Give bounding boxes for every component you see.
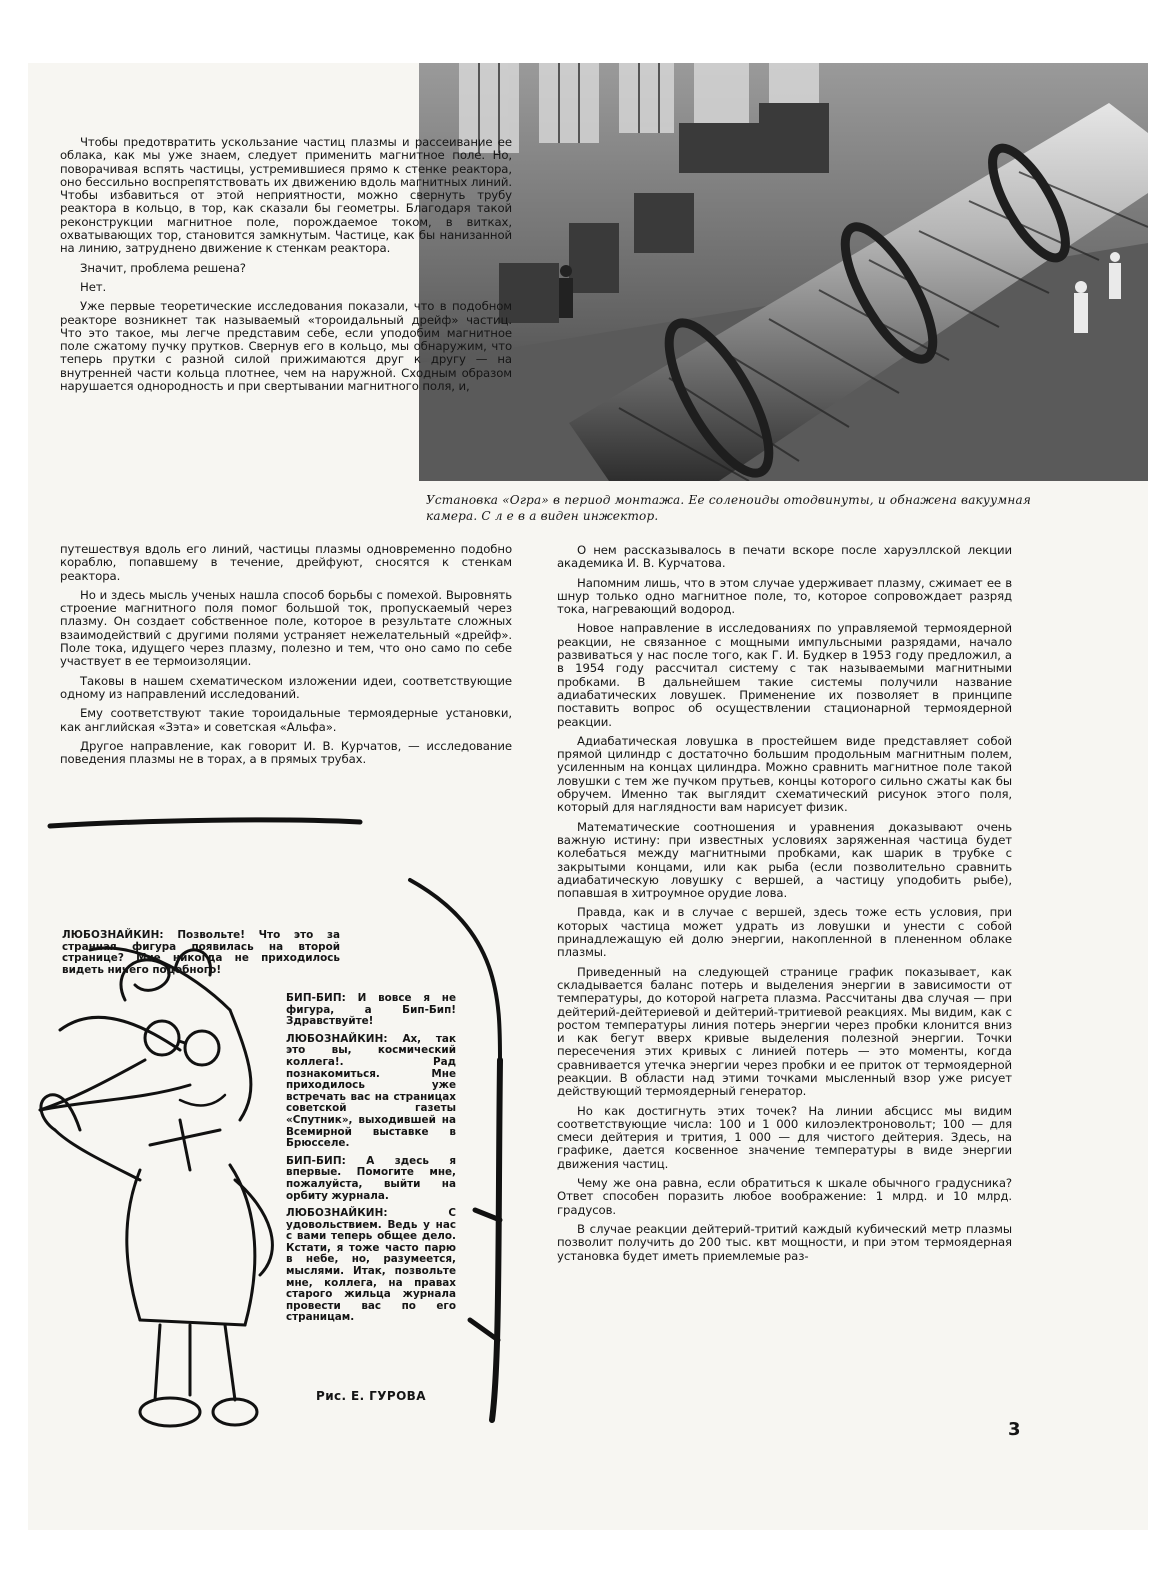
speaker-name: ЛЮБОЗНАЙКИН: bbox=[286, 1207, 388, 1220]
photo-drawing bbox=[419, 63, 1148, 481]
speech-text: Ах, так это вы, космический коллега!. Рад познакомиться. Мне приходилось уже встречать вас на страницах советской газеты «Спутник», выходившей на Всемирной выставке в Брюсселе. bbox=[286, 1032, 456, 1150]
speaker-name: ЛЮБОЗНАЙКИН: bbox=[286, 1032, 388, 1045]
paragraph: Правда, как и в случае с вершей, здесь тоже есть условия, при которых частица может удрать из ловушки и унести с собой принадлежащую ей долю энергии, накопленной в плененном облаке плазмы. bbox=[557, 905, 1012, 960]
page-number: 3 bbox=[1008, 1419, 1021, 1440]
illustration-credit: Рис. Е. ГУРОВА bbox=[316, 1389, 426, 1403]
right-column bbox=[557, 544, 1012, 1263]
left-column-middle bbox=[60, 543, 512, 772]
paragraph: Новое направление в исследованиях по управляемой термоядерной реакции, не связанное с мощными импульсными разрядами, начало развиваться у нас после того, как Г. И. Будкер в 1953 году предложил, а в 1954 году рассчитал систему с так называемыми магнитными пробками. В дальнейшем такие системы получили название адиабатических ловушек. Применение их позволяет в принципе поставить вопрос об осуществлении стационарной термоядерной реакции. bbox=[557, 621, 1012, 729]
paragraph: О нем рассказывалось в печати вскоре после харуэллской лекции академика И. В. Курчатова. bbox=[557, 543, 1012, 571]
speech-text: Позвольте! Что это за странная фигура появилась на второй странице? Мне никогда не приходилось видеть ничего подобного! bbox=[62, 929, 340, 976]
ogra-installation-photo bbox=[419, 63, 1148, 481]
speaker-name: БИП-БИП: bbox=[286, 1154, 346, 1167]
paragraph: Чтобы предотвратить ускользание частиц плазмы и рассеивание ее облака, как мы уже знаем, следует применить магнитное поле. Но, поворачивая вспять частицы, устремившиеся прямо к стенке реактора, оно бессильно воспрепятствовать их движению вдоль магнитных линий. Чтобы избавиться от этой неприятности, можно свернуть трубу реактора в кольцо, в тор, как сказали бы геометры. Благодаря такой реконструкции магнитное поле, порождаемое током, в витках, охватывающих тор, становится замкнутым. Частице, как бы нанизанной на линию, затруднено движение к стенкам реактора. bbox=[60, 135, 512, 256]
paragraph: Адиабатическая ловушка в простейшем виде представляет собой прямой цилиндр с достаточно большим продольным магнитным полем, усиленным на концах цилиндра. Можно сравнить магнитное поле такой ловушки с тем же пучком прутьев, концы которого сильно сжаты как бы обручем. Именно так выглядит схематический рисунок этого поля, который для наглядности вам нарисует физик. bbox=[557, 733, 1012, 815]
paragraph: Уже первые теоретические исследования показали, что в подобном реакторе возникнет так называемый «тороидальный дрейф» частиц. Что это такое, мы легче представим себе, если уподобим магнитное поле сжатому пучку прутков. Свернув его в кольцо, мы обнаружим, что теперь прутки с разной силой прижимаются друг к другу — на внутренней части кольца плотнее, чем на наружной. Сходным образом нарушается однородность и при свертывании магнитного поля, и, bbox=[60, 299, 512, 394]
paragraph: Чему же она равна, если обратиться к шкале обычного градусника? Ответ способен поразить любое воображение: 1 млрд. и 10 млрд. градусов. bbox=[557, 1176, 1012, 1217]
speech-text: С удовольствием. Ведь у нас с вами теперь общее дело. Кстати, я тоже часто парю в небе, но, разумеется, мыслями. Итак, позвольте мне, коллега, на правах старого жильца журнала провести вас по его страницам. bbox=[286, 1207, 456, 1324]
speaker-name: БИП-БИП: bbox=[286, 992, 346, 1004]
paragraph: Нет. bbox=[80, 279, 107, 294]
speaker-name: ЛЮБОЗНАЙКИН: bbox=[62, 929, 164, 941]
paragraph: Математические соотношения и уравнения доказывают очень важную истину: при известных условиях заряженная частица будет колебаться между магнитными пробками, как шарик в трубке с закрытыми концами, или как рыба (если позволительно сравнить адиабатическую ловушку с вершей, а частицу уподобить рыбе), попавшая в хитроумное орудие лова. bbox=[557, 819, 1012, 901]
paragraph: В случае реакции дейтерий-тритий каждый кубический метр плазмы позволит получить до 200 тыс. квт мощности, и при этом термоядерная установка будет иметь приемлемые раз- bbox=[557, 1221, 1012, 1263]
dialogue-line bbox=[286, 1156, 456, 1202]
paragraph: Но как достигнуть этих точек? На линии абсцисс мы видим соответствующие числа: 100 и 1 000 килоэлектроновольт; 100 — для смеси дейтерия и трития, 1 000 — для чистого дейтерия. Здесь, на графике, дается косвенное значение температуры в виде энергии движения частиц. bbox=[557, 1103, 1012, 1171]
speech-text: А здесь я впервые. Помогите мне, пожалуйста, выйти на орбиту журнала. bbox=[286, 1154, 456, 1202]
dialogue-block-2 bbox=[286, 993, 456, 1330]
left-column-top bbox=[60, 136, 512, 393]
dialogue-line bbox=[286, 993, 456, 1028]
photo-caption: Установка «Огра» в период монтажа. Ее соленоиды отодвинуты, и обнажена вакуумная камера. С л е в а виден инжектор. bbox=[426, 493, 1031, 523]
paragraph: Приведенный на следующей странице график показывает, как складывается баланс потерь и выделения энергии в зависимости от температуры, до которой нагрета плазма. Рассчитаны два случая — при дейтерий-дейтериевой и дейтерий-тритиевой реакциях. Мы видим, как с ростом температуры линия потерь энергии через пробки клонится вниз и как бегут вверх кривые выделения полезной энергии. Точки пересечения этих кривых с линией потерь — это моменты, когда сравнивается утечка энергии через пробки и ее приток от термоядерной реакции. В области над этими точками мысленный взор уже рисует действующий термоядерный генератор. bbox=[557, 964, 1012, 1099]
dialogue-block-1 bbox=[62, 930, 340, 982]
paragraph: Таковы в нашем схематическом изложении идеи, соответствующие одному из направлений исследований. bbox=[60, 673, 512, 701]
paragraph: Другое направление, как говорит И. В. Курчатов, — исследование поведения плазмы не в торах, а в прямых трубах. bbox=[60, 738, 512, 767]
dialogue-line bbox=[286, 1034, 456, 1150]
paragraph: путешествуя вдоль его линий, частицы плазмы одновременно подобно кораблю, попавшему в течение, дрейфуют, сносятся к стенкам реактора. bbox=[60, 542, 512, 583]
dialogue-line bbox=[62, 930, 340, 976]
dialogue-line bbox=[286, 1208, 456, 1324]
speech-text: И вовсе я не фигура, а Бип-Бип! Здравствуйте! bbox=[286, 992, 456, 1028]
paragraph: Но и здесь мысль ученых нашла способ борьбы с помехой. Выровнять строение магнитного поля помог большой ток, пропускаемый через плазму. Он создает собственное поле, которое в результате сложных взаимодействий с другими полями устраняет нежелательный «дрейф». Поле тока, идущего через плазму, полезно и тем, что оно само по себе участвует в ее термоизоляции. bbox=[60, 587, 512, 669]
paragraph: Значит, проблема решена? bbox=[80, 260, 246, 275]
paragraph: Ему соответствуют такие тороидальные термоядерные установки, как английская «Зэта» и советская «Альфа». bbox=[60, 706, 512, 734]
paragraph: Напомним лишь, что в этом случае удерживает плазму, сжимает ее в шнур только одно магнитное поле, то, которое сопровождает разряд тока, нагревающий водород. bbox=[557, 575, 1012, 617]
